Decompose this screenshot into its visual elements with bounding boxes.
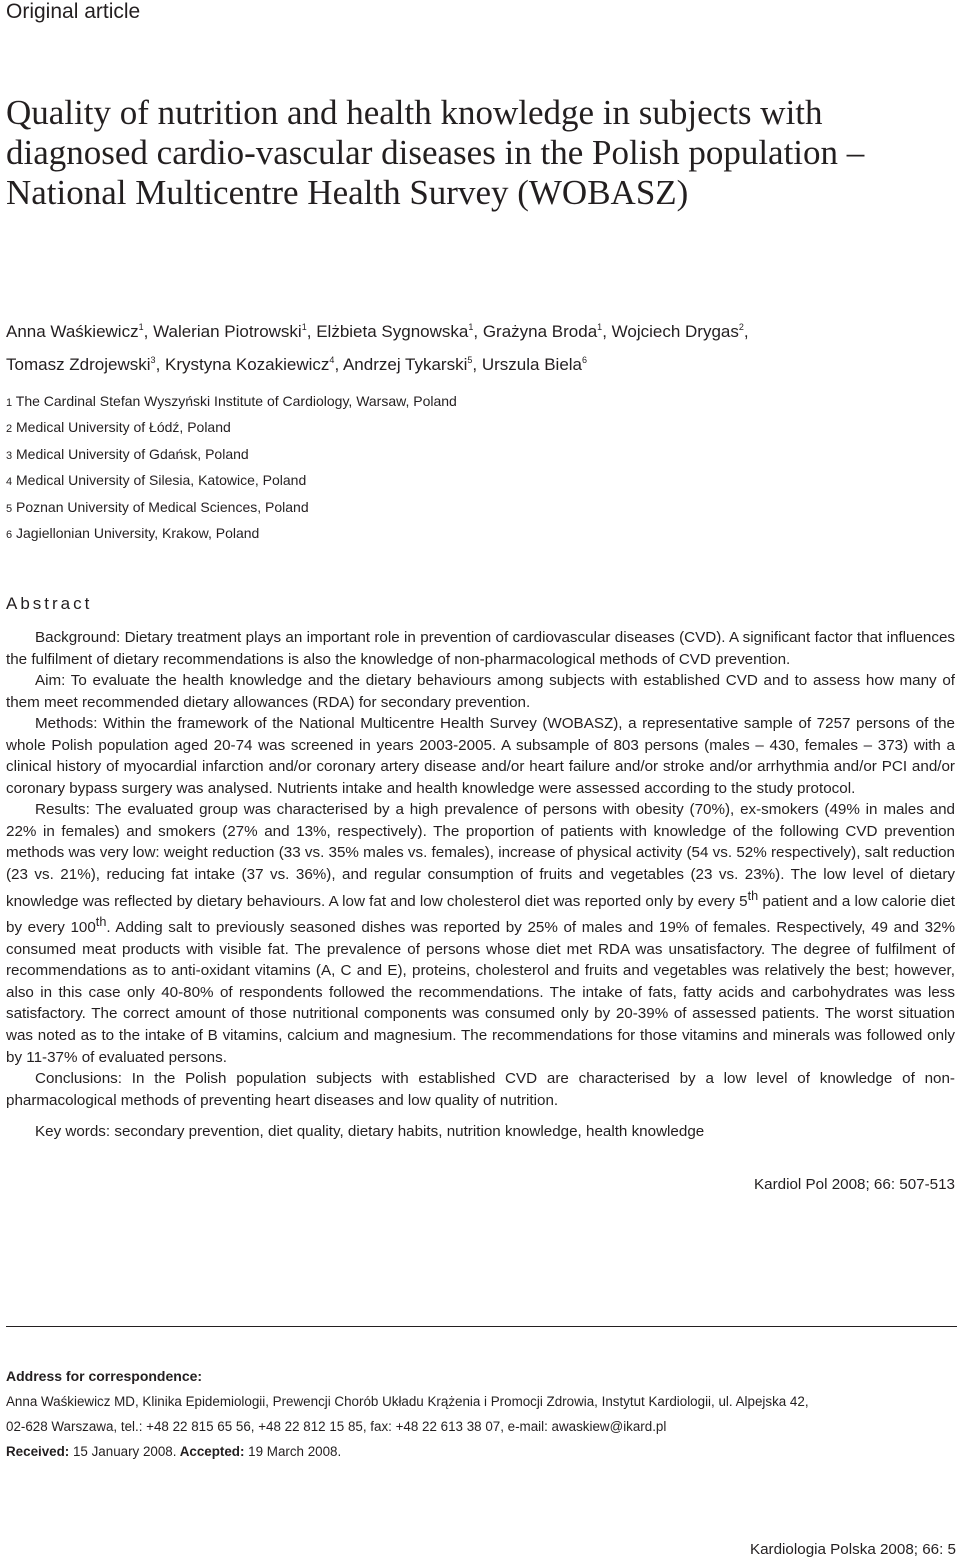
- accepted-label: Accepted:: [176, 1444, 245, 1459]
- correspondence-contact: 02-628 Warszawa, tel.: +48 22 815 65 56, +48 22 812 15 85, fax: +48 22 613 38 07, e-mail: awaskiew@ikard.pl: [6, 1419, 667, 1434]
- affiliation-list: [6, 389, 946, 547]
- affiliation-item: 2 Medical University of Łódź, Poland: [6, 419, 231, 436]
- results-label: Results:: [35, 801, 90, 819]
- citation: Kardiol Pol 2008; 66: 507-513: [754, 1176, 955, 1193]
- author-name: Walerian Piotrowski$^1$,: [153, 322, 312, 341]
- abstract-heading: Abstract: [6, 594, 93, 613]
- abstract-aim: Aim: To evaluate the health knowledge and the dietary behaviours among subjects with established CVD and to assess how many of them meet recommended dietary allowances (RDA) for secondary prevention.: [6, 672, 955, 711]
- correspondence-address: Anna Waśkiewicz MD, Klinika Epidemiologii, Prewencji Chorób Układu Krążenia i Promocji Zdrowia, Instytut Kardiologii, ul. Alpejska 42,: [6, 1394, 809, 1409]
- methods-label: Methods:: [35, 715, 98, 733]
- keywords: Key words: secondary prevention, diet quality, dietary habits, nutrition knowledge, health knowledge: [35, 1123, 705, 1140]
- author-name: Wojciech Drygas$^2$,: [611, 322, 749, 341]
- author-name: Elżbieta Sygnowska$^1$,: [316, 322, 479, 341]
- received-accepted: Received: 15 January 2008. Accepted: 19 March 2008.: [6, 1444, 342, 1459]
- author-name: Anna Waśkiewicz$^1$,: [6, 322, 149, 341]
- background-label: Background:: [35, 629, 121, 646]
- affiliation-item: 5 Poznan University of Medical Sciences, Poland: [6, 498, 309, 515]
- abstract-body: [6, 627, 955, 1111]
- affiliation-item: 4 Medical University of Silesia, Katowice, Poland: [6, 472, 307, 489]
- received-label: Received:: [6, 1444, 70, 1459]
- affiliation-item: 3 Medical University of Gdańsk, Poland: [6, 445, 249, 462]
- article-title: Quality of nutrition and health knowledge in subjects with diagnosed cardio-vascular diseases in the Polish population – National Multicentre Health Survey (WOBASZ): [6, 93, 865, 212]
- correspondence-heading: Address for correspondence:: [6, 1368, 203, 1384]
- abstract-results: Results: The evaluated group was characterised by a high prevalence of persons with obesity (70%), ex-smokers (49% in males and 22% in females) and smokers (27% and 13%, respectively). The proportion of patients with knowledge of the following CVD prevention methods was very low: weight reduction (33 vs. 35% males vs. females), increase of physical activity (54 vs. 52% respectively), salt reduction (23 vs. 21%), reducing fat intake (37 vs. 36%), and regular consumption of fruits and vegetables (23 vs. 23%). The low level of dietary knowledge was reflected by dietary behaviours. A low fat and low cholesterol diet was reported only by every 5th patient and a low calorie diet by every 100th. Adding salt to previously seasoned dishes was reported by 25% of males and 19% of females. Respectively, 49 and 32% consumed meat products with visible fat. The prevalence of persons whose diet met RDA was unsatisfactory. The degree of fulfilment of recommendations as to anti-oxidant vitamins (A, C and E), proteins, cholesterol and fruits and vegetables was relatively the best; however, also in this case only 40-80% of respondents followed the recommendations. The intake of fats, fatty acids and carbohydrates was less satisfactory. The correct amount of those nutritional components was consumed only by 20-39% of assessed patients. The worst situation was noted as to the intake of B vitamins, calcium and magnesium. The recommendations for those vitamins and minerals was followed only by 11-37% of evaluated persons.: [6, 801, 955, 1066]
- abstract-methods: Methods: Within the framework of the National Multicentre Health Survey (WOBASZ), a representative sample of 7257 persons of the whole Polish population aged 20-74 was screened in years 2003-2005. A subsample of 803 persons (males – 430, females – 373) with a clinical history of myocardial infarction and/or coronary artery disease and/or heart failure and/or stroke and/or arrhythmia and/or PCI and/or coronary bypass surgery was analysed. Nutrients intake and health knowledge were assessed according to the study protocol.: [6, 715, 955, 797]
- section-label: Original article: [6, 0, 141, 23]
- keywords-label: Key words:: [35, 1123, 111, 1140]
- author-name: Grażyna Broda$^1$,: [482, 322, 607, 341]
- divider: [6, 1326, 957, 1327]
- abstract-conclusions: Conclusions: In the Polish population subjects with established CVD are characterised by a low level of knowledge of non-pharmacological methods of preventing heart diseases and low quality of nutrition.: [6, 1070, 955, 1109]
- author-name: Krystyna Kozakiewicz$^4$,: [165, 355, 340, 374]
- page-footer: Kardiologia Polska 2008; 66: 5: [749, 1541, 956, 1558]
- conclusions-label: Conclusions:: [35, 1070, 122, 1088]
- author-name: Tomasz Zdrojewski$^3$,: [6, 355, 161, 374]
- author-list: [6, 313, 946, 379]
- correspondence: [6, 1364, 956, 1464]
- abstract-background: Background: Dietary treatment plays an important role in prevention of cardiovascular diseases (CVD). A significant factor that influences the fulfilment of dietary recommendations is also the knowledge of non-pharmacological methods of CVD prevention.: [6, 629, 955, 668]
- author-name: Andrzej Tykarski$^5$,: [342, 355, 478, 374]
- author-name: Urszula Biela$^6$: [481, 355, 588, 374]
- aim-label: Aim:: [35, 672, 66, 690]
- affiliation-item: 6 Jagiellonian University, Krakow, Poland: [6, 525, 260, 542]
- affiliation-item: 1 The Cardinal Stefan Wyszyński Institute of Cardiology, Warsaw, Poland: [6, 393, 457, 409]
